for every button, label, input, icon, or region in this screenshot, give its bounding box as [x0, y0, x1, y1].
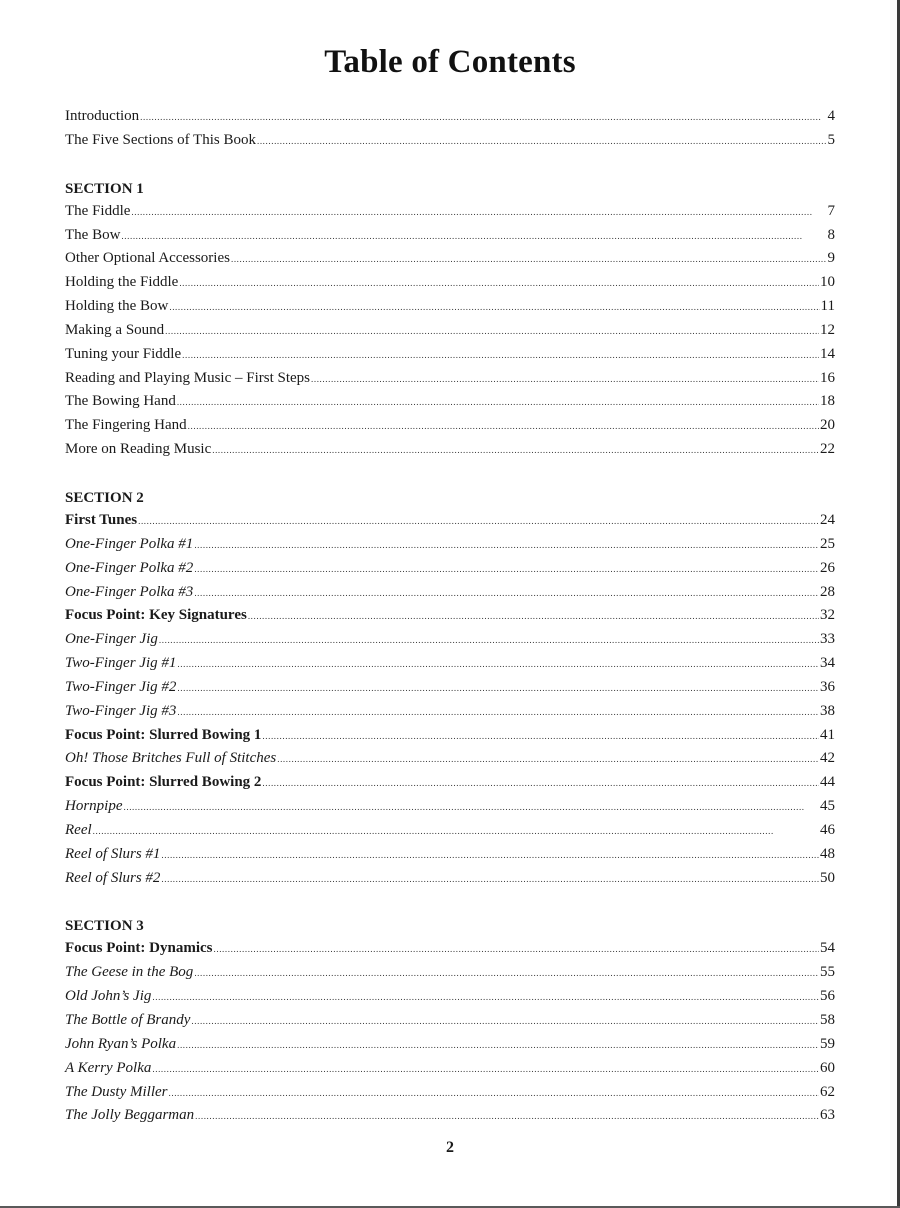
- dot-leader: [177, 1034, 819, 1058]
- dot-leader: [169, 296, 819, 320]
- dot-leader: [212, 439, 819, 463]
- toc-entry-label: The Five Sections of This Book: [65, 131, 256, 148]
- toc-entry-focus-point-slurred-bowing-2[interactable]: [65, 771, 835, 795]
- toc-entry-other-optional-accessories[interactable]: [65, 247, 835, 271]
- dot-leader: [169, 1082, 820, 1106]
- toc-entry-label: Making a Sound: [65, 321, 165, 338]
- toc-entry-page: 45: [820, 798, 835, 815]
- toc-entry-first-tunes[interactable]: [65, 509, 835, 533]
- dot-leader: [140, 106, 826, 130]
- section-heading: SECTION 3: [65, 918, 144, 935]
- dot-leader: [165, 320, 819, 344]
- table-of-contents: [65, 105, 835, 1128]
- toc-entry-holding-the-fiddle[interactable]: [65, 271, 835, 295]
- toc-entry-label: The Fingering Hand: [65, 417, 187, 434]
- toc-entry-page: 22: [820, 441, 835, 458]
- toc-entry-label: The Bottle of Brandy: [65, 1012, 191, 1028]
- toc-entry-old-john-s-jig[interactable]: [65, 985, 835, 1009]
- toc-entry-page: 48: [820, 845, 835, 862]
- section-1: [65, 179, 835, 462]
- toc-entry-holding-the-bow[interactable]: [65, 295, 835, 319]
- toc-entry-the-five-sections-of-this-book[interactable]: [65, 129, 835, 153]
- toc-entry-label: One-Finger Polka #3: [65, 583, 194, 600]
- toc-entry-the-bow[interactable]: [65, 224, 835, 248]
- dot-leader: [248, 605, 819, 629]
- toc-entry-page: 14: [820, 345, 835, 362]
- toc-entry-label: Focus Point: Key Signatures: [65, 607, 247, 624]
- dot-leader: [194, 962, 819, 986]
- dot-leader: [231, 248, 827, 272]
- toc-entry-label: Two-Finger Jig #2: [65, 678, 177, 695]
- toc-entry-two-finger-jig-1[interactable]: [65, 652, 835, 676]
- toc-entry-page: 7: [827, 202, 835, 219]
- toc-entry-the-geese-in-the-bog[interactable]: [65, 961, 835, 985]
- sections-group: [65, 179, 835, 1129]
- toc-entry-page: 60: [820, 1059, 835, 1076]
- dot-leader: [138, 510, 819, 534]
- dot-leader: [179, 272, 819, 296]
- toc-entry-introduction[interactable]: [65, 105, 835, 129]
- toc-entry-label: Two-Finger Jig #1: [65, 655, 177, 672]
- toc-entry-page: 34: [820, 655, 835, 672]
- toc-entry-page: 26: [820, 559, 835, 576]
- dot-leader: [177, 391, 819, 415]
- toc-entry-page: 63: [820, 1107, 835, 1124]
- toc-entry-more-on-reading-music[interactable]: [65, 438, 835, 462]
- toc-entry-label: Oh! Those Britches Full of Stitches: [65, 750, 277, 767]
- toc-entry-label: One-Finger Polka #2: [65, 559, 194, 576]
- toc-entry-page: 41: [820, 726, 835, 743]
- toc-entry-reel-of-slurs-2[interactable]: [65, 867, 835, 891]
- toc-entry-label: Holding the Fiddle: [65, 274, 179, 291]
- section-2: [65, 488, 835, 891]
- toc-entry-two-finger-jig-3[interactable]: [65, 700, 835, 724]
- toc-entry-label: The Fiddle: [65, 202, 131, 219]
- dot-leader: [93, 820, 819, 844]
- toc-entry-label: The Geese in the Bog: [65, 964, 194, 981]
- toc-entry-label: The Jolly Beggarman: [65, 1107, 195, 1124]
- toc-entry-page: 24: [820, 511, 835, 528]
- dot-leader: [277, 748, 819, 772]
- toc-entry-reel-of-slurs-1[interactable]: [65, 843, 835, 867]
- toc-entry-the-fingering-hand[interactable]: [65, 414, 835, 438]
- toc-entry-label: Focus Point: Slurred Bowing 1: [65, 726, 262, 743]
- toc-entry-page: 18: [820, 393, 835, 410]
- dot-leader: [177, 653, 819, 677]
- toc-entry-page: 50: [820, 869, 835, 886]
- dot-leader: [311, 368, 819, 392]
- section-heading: SECTION 2: [65, 489, 144, 506]
- toc-entry-label: Focus Point: Slurred Bowing 2: [65, 774, 262, 791]
- toc-entry-label: The Bow: [65, 226, 121, 243]
- toc-entry-page: 55: [820, 964, 835, 981]
- toc-entry-label: First Tunes: [65, 511, 138, 528]
- toc-entry-john-ryan-s-polka[interactable]: [65, 1033, 835, 1057]
- dot-leader: [161, 868, 819, 892]
- toc-entry-a-kerry-polka[interactable]: [65, 1057, 835, 1081]
- toc-entry-page: 8: [827, 226, 835, 243]
- toc-entry-page: 38: [820, 702, 835, 719]
- toc-entry-label: Tuning your Fiddle: [65, 345, 182, 362]
- toc-entry-making-a-sound[interactable]: [65, 319, 835, 343]
- toc-entry-label: Other Optional Accessories: [65, 250, 230, 267]
- toc-entry-label: Reel: [65, 821, 92, 838]
- toc-entry-focus-point-dynamics[interactable]: [65, 937, 835, 961]
- toc-entry-the-jolly-beggarman[interactable]: [65, 1104, 835, 1128]
- dot-leader: [161, 844, 819, 868]
- toc-entry-one-finger-jig[interactable]: [65, 628, 835, 652]
- toc-entry-page: 33: [820, 631, 835, 648]
- page-title: Table of Contents: [324, 44, 576, 80]
- section-3: [65, 916, 835, 1128]
- dot-leader: [152, 1058, 819, 1082]
- toc-entry-label: Two-Finger Jig #3: [65, 702, 177, 719]
- dot-leader: [194, 582, 819, 606]
- toc-entry-page: 12: [820, 321, 835, 338]
- dot-leader: [188, 415, 819, 439]
- toc-entry-page: 4: [827, 108, 835, 124]
- toc-entry-page: 36: [820, 678, 835, 695]
- dot-leader: [194, 558, 819, 582]
- toc-entry-label: Reel of Slurs #2: [65, 869, 161, 886]
- dot-leader: [262, 772, 819, 796]
- toc-entry-page: 5: [827, 131, 835, 148]
- toc-entry-two-finger-jig-2[interactable]: [65, 676, 835, 700]
- toc-entry-label: Focus Point: Dynamics: [65, 940, 213, 957]
- dot-leader: [131, 201, 826, 225]
- toc-entry-the-dusty-miller[interactable]: [65, 1081, 835, 1105]
- toc-entry-one-finger-polka-2[interactable]: [65, 557, 835, 581]
- toc-entry-label: One-Finger Polka #1: [65, 535, 194, 552]
- toc-entry-page: 10: [820, 274, 835, 291]
- toc-entry-label: John Ryan’s Polka: [65, 1035, 177, 1052]
- toc-entry-page: 9: [827, 250, 835, 267]
- toc-entry-label: Reading and Playing Music – First Steps: [65, 369, 310, 386]
- toc-entry-reel[interactable]: [65, 819, 835, 843]
- dot-leader: [159, 629, 819, 653]
- dot-leader: [182, 344, 819, 368]
- toc-entry-the-bottle-of-brandy[interactable]: [65, 1009, 835, 1033]
- toc-entry-label: More on Reading Music: [65, 441, 212, 458]
- intro-group: [65, 105, 835, 153]
- toc-entry-label: Reel of Slurs #1: [65, 845, 161, 862]
- dot-leader: [191, 1010, 819, 1034]
- page-number: 2: [446, 1139, 454, 1156]
- toc-entry-page: 62: [820, 1083, 835, 1100]
- section-heading: SECTION 1: [65, 180, 144, 197]
- toc-entry-page: 42: [820, 750, 835, 767]
- dot-leader: [257, 130, 827, 154]
- toc-entry-page: 54: [820, 940, 835, 957]
- dot-leader: [177, 677, 819, 701]
- toc-entry-page: 59: [820, 1035, 835, 1052]
- dot-leader: [177, 701, 819, 725]
- toc-entry-tuning-your-fiddle[interactable]: [65, 343, 835, 367]
- toc-entry-label: Introduction: [65, 108, 140, 124]
- dot-leader: [262, 725, 819, 749]
- toc-entry-oh-those-britches-full-of-stitches[interactable]: [65, 747, 835, 771]
- dot-leader: [214, 938, 820, 962]
- toc-entry-page: 11: [820, 298, 835, 315]
- toc-entry-page: 16: [820, 369, 835, 386]
- dot-leader: [194, 534, 819, 558]
- toc-entry-label: One-Finger Jig: [65, 631, 158, 648]
- dot-leader: [121, 225, 826, 249]
- toc-entry-hornpipe[interactable]: [65, 795, 835, 819]
- toc-entry-label: Old John’s Jig: [65, 988, 152, 1005]
- toc-entry-focus-point-key-signatures[interactable]: [65, 604, 835, 628]
- toc-entry-page: 20: [820, 417, 835, 434]
- toc-entry-focus-point-slurred-bowing-1[interactable]: [65, 724, 835, 748]
- toc-entry-the-fiddle[interactable]: [65, 200, 835, 224]
- toc-entry-page: 25: [820, 535, 835, 552]
- toc-entry-page: 56: [820, 988, 835, 1005]
- toc-entry-page: 46: [820, 821, 835, 838]
- toc-entry-one-finger-polka-1[interactable]: [65, 533, 835, 557]
- toc-entry-page: 32: [820, 607, 835, 624]
- toc-entry-label: Hornpipe: [65, 798, 123, 815]
- dot-leader: [152, 986, 819, 1010]
- toc-entry-page: 58: [820, 1012, 835, 1028]
- toc-entry-page: 44: [820, 774, 835, 791]
- toc-entry-one-finger-polka-3[interactable]: [65, 581, 835, 605]
- toc-entry-label: Holding the Bow: [65, 298, 169, 315]
- toc-entry-label: The Dusty Miller: [65, 1083, 168, 1100]
- toc-entry-reading-and-playing-music-first-steps[interactable]: [65, 367, 835, 391]
- toc-entry-the-bowing-hand[interactable]: [65, 390, 835, 414]
- toc-entry-page: 28: [820, 583, 835, 600]
- dot-leader: [195, 1105, 819, 1129]
- toc-entry-label: A Kerry Polka: [65, 1059, 152, 1076]
- dot-leader: [124, 796, 820, 820]
- toc-entry-label: The Bowing Hand: [65, 393, 176, 410]
